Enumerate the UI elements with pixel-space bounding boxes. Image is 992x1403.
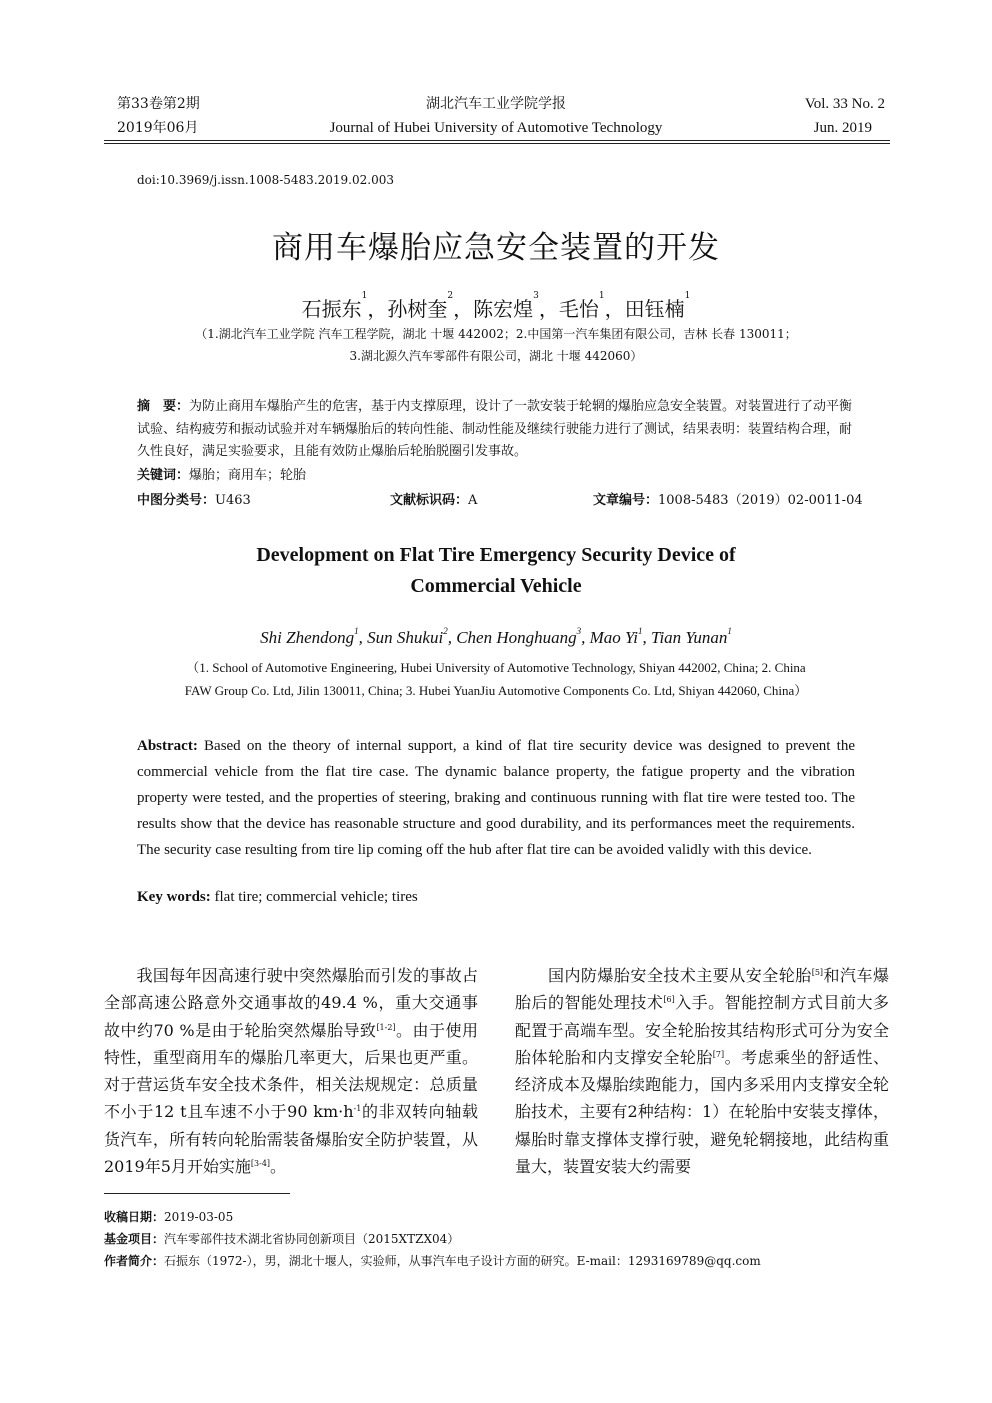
journal-date: 2019年06月	[117, 120, 199, 136]
author-cn: 毛怡	[558, 297, 599, 321]
title-en: Development on Flat Tire Emergency Security Device of Commercial Vehicle	[256, 544, 736, 597]
author-cn: 田钰楠	[624, 297, 685, 321]
keywords-en	[137, 889, 418, 906]
abstract-cn-label: 摘 要：	[137, 399, 190, 414]
doi: doi:10.3969/j.issn.1008-5483.2019.02.003	[137, 173, 394, 187]
authors-cn: 石振东$^1$，孙树奎$^2$，陈宏煌$^3$，毛怡$^1$，田钰楠$^1$	[301, 291, 691, 321]
footnote-author-bio: 作者简介：石振东（1972-），男，湖北十堰人，实验师，从事汽车电子设计方面的研究。E-mail：1293169789@qq.com	[104, 1254, 761, 1268]
journal-name-cn: 湖北汽车工业学院学报	[426, 96, 566, 112]
clc-code: 中图分类号：U463	[137, 493, 251, 508]
title-cn: 商用车爆胎应急安全装置的开发	[272, 230, 720, 266]
volume-en: Vol. 33 No. 2	[804, 96, 885, 112]
body-column-right: 国内防爆胎安全技术主要从安全轮胎[5]和汽车爆胎后的智能处理技术[6]入手。智能控制方式目前大多配置于高端车型。安全轮胎按其结构形式可分为安全胎体轮胎和内支撑安全轮胎[7]。考虑乘坐的舒适性、经济成本及爆胎续跑能力，国内多采用内支撑安全轮胎技术，主要有2种结构：1）在轮胎中安装支撑体，爆胎时靠支撑体支撑行驶，避免轮辋接地，此结构重量大，装置安装大约需要	[515, 966, 889, 1177]
abstract-cn	[137, 396, 857, 464]
header-rule-thin	[104, 143, 890, 144]
date-en: Jun. 2019	[813, 120, 872, 136]
keywords-en-label: Key words:	[137, 889, 211, 905]
abstract-en	[137, 733, 855, 863]
author-cn: 孙树奎	[387, 297, 448, 321]
keywords-cn	[137, 465, 857, 488]
footnote-received: 收稿日期：2019-03-05	[104, 1210, 234, 1224]
body-column-left: 我国每年因高速行驶中突然爆胎而引发的事故占全部高速公路意外交通事故的49.4 %，重大交通事故中约70 %是由于轮胎突然爆胎导致[1-2]。由于使用特性，重型商用车的爆胎几率更大，后果也更严重。对于营运货车安全技术条件，相关法规规定：总质量不小于12 t且车速不小于90 $km\cdot h^{-1}$的非双转向轴载货汽车，所有转向轮胎需装备爆胎安全防护装置，从2019年5月开始实施[3-4]。	[104, 966, 478, 1177]
journal-name-en: Journal of Hubei University of Automotive Technology	[329, 120, 663, 136]
author-cn: 陈宏煌	[473, 297, 534, 321]
affiliation-cn-line1: （1.湖北汽车工业学院 汽车工程学院，湖北 十堰 442002；2.中国第一汽车集团有限公司，吉林 长春 130011；	[195, 327, 797, 341]
footnote-rule	[104, 1193, 290, 1194]
abstract-en-text: Based on the theory of internal support, a kind of flat tire security device was designed to prevent the commercial vehicle from the flat tire case. The dynamic balance property, the fatigue property and the vibration property were tested, and the properties of steering, braking and continuous running with flat tire were tested too. The results show that the device has reasonable structure and good durability, and its performances meet the requirements. The security case resulting from tire lip coming off the hub after flat tire can be avoided validly with this device.	[137, 738, 855, 858]
abstract-en-label: Abstract:	[137, 738, 198, 754]
affiliation-en-line1: （1. School of Automotive Engineering, Hubei University of Automotive Technology, Shiyan 442002, China; 2. China	[186, 660, 806, 675]
keywords-cn-text: 爆胎；商用车；轮胎	[189, 468, 307, 483]
doc-code: 文献标识码：A	[390, 493, 478, 508]
header-rule	[104, 140, 890, 141]
authors-en: Shi Zhendong$^1$, Sun Shukui$^2$, Chen Honghuang$^3$, Mao Yi$^1$, Tian Yunan$^1$	[260, 626, 732, 647]
keywords-en-text: flat tire; commercial vehicle; tires	[210, 889, 418, 905]
footnote-funding: 基金项目：汽车零部件技术湖北省协同创新项目（2015XTZX04）	[104, 1232, 460, 1246]
keywords-cn-label: 关键词：	[137, 468, 190, 483]
journal-volume: 第33卷第2期	[117, 96, 200, 112]
affiliation-cn-line2: 3.湖北源久汽车零部件有限公司，湖北 十堰 442060）	[349, 349, 643, 363]
abstract-cn-text: 为防止商用车爆胎产生的危害，基于内支撑原理，设计了一款安装于轮辋的爆胎应急安全装置。对装置进行了动平衡试验、结构疲劳和振动试验并对车辆爆胎后的转向性能、制动性能及继续行驶能力进行了测试，结果表明：装置结构合理，耐久性良好，满足实验要求，且能有效防止爆胎后轮胎脱圈引发事故。	[137, 399, 853, 459]
author-cn: 石振东	[301, 297, 362, 321]
article-number: 文章编号：1008-5483（2019）02-0011-04	[593, 493, 863, 508]
affiliation-en-line2: FAW Group Co. Ltd, Jilin 130011, China; 3. Hubei YuanJiu Automotive Components Co. Ltd, Shiyan 442060, China）	[184, 683, 808, 698]
